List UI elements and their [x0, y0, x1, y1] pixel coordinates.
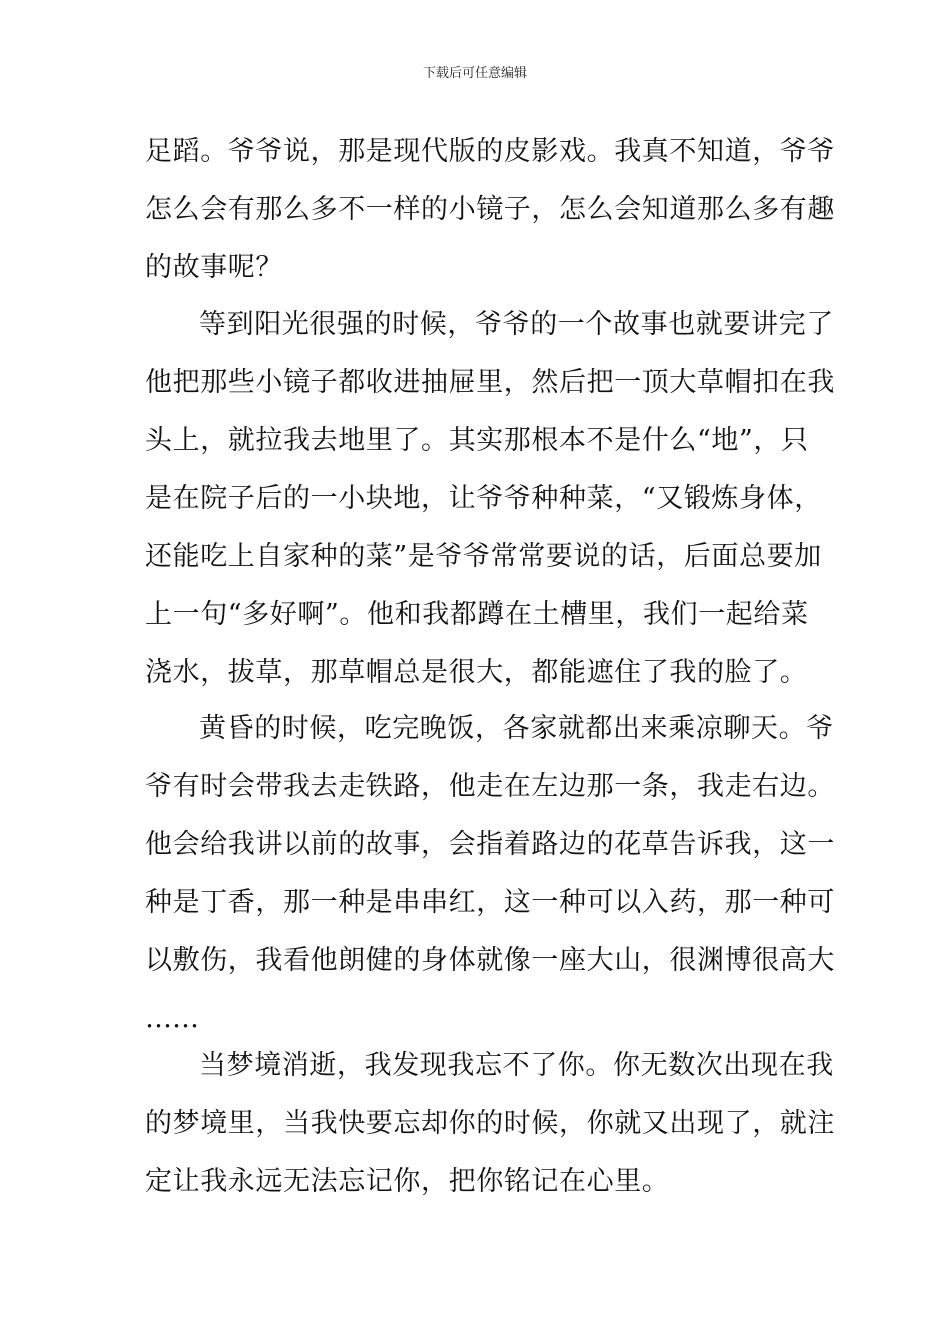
text-line: 种是丁香，那一种是串串红，这一种可以入药，那一种可	[145, 887, 835, 918]
text-line: 他会给我讲以前的故事，会指着路边的花草告诉我，这一	[145, 829, 835, 860]
text-line: 怎么会有那么多不一样的小镜子，怎么会知道那么多有趣	[145, 194, 835, 225]
text-line: 足蹈。爷爷说，那是现代版的皮影戏。我真不知道，爷爷	[145, 136, 835, 167]
text-line: 是在院子后的一小块地，让爷爷种种菜，“又锻炼身体，	[145, 483, 822, 514]
paragraph-1	[145, 123, 835, 297]
text-line: 浇水，拔草，那草帽总是很大，都能遮住了我的脸了。	[145, 657, 808, 688]
paragraph-3	[145, 700, 835, 1048]
text-line: 头上，就拉我去地里了。其实那根本不是什么“地”，只	[145, 425, 809, 456]
text-line: 上一句“多好啊”。他和我都蹲在土槽里，我们一起给菜	[145, 599, 809, 630]
text-line: 以敷伤，我看他朗健的身体就像一座大山，很渊博很高大	[145, 945, 835, 976]
text-line: 的梦境里，当我快要忘却你的时候，你就又出现了，就注	[145, 1108, 835, 1139]
text-line: 他把那些小镜子都收进抽屉里，然后把一顶大草帽扣在我	[145, 367, 835, 398]
paragraph-4	[145, 1037, 835, 1211]
text-line: 定让我永远无法忘记你，把你铭记在心里。	[145, 1166, 670, 1197]
ellipsis-line: ……	[145, 1003, 199, 1034]
paragraph-2	[145, 296, 835, 702]
text-line: 爷有时会带我去走铁路，他走在左边那一条，我走右边。	[145, 771, 835, 802]
text-line: 当梦境消逝，我发现我忘不了你。你无数次出现在我	[199, 1050, 834, 1081]
page-header-note: 下载后可任意编辑	[422, 66, 527, 81]
text-line: 黄昏的时候，吃完晚饭，各家就都出来乘凉聊天。爷	[199, 713, 834, 744]
text-line: 还能吃上自家种的菜”是爷爷常常要说的话，后面总要加	[145, 541, 822, 572]
text-line: 等到阳光很强的时候，爷爷的一个故事也就要讲完了	[199, 309, 834, 340]
text-line: 的故事呢？	[145, 252, 283, 283]
